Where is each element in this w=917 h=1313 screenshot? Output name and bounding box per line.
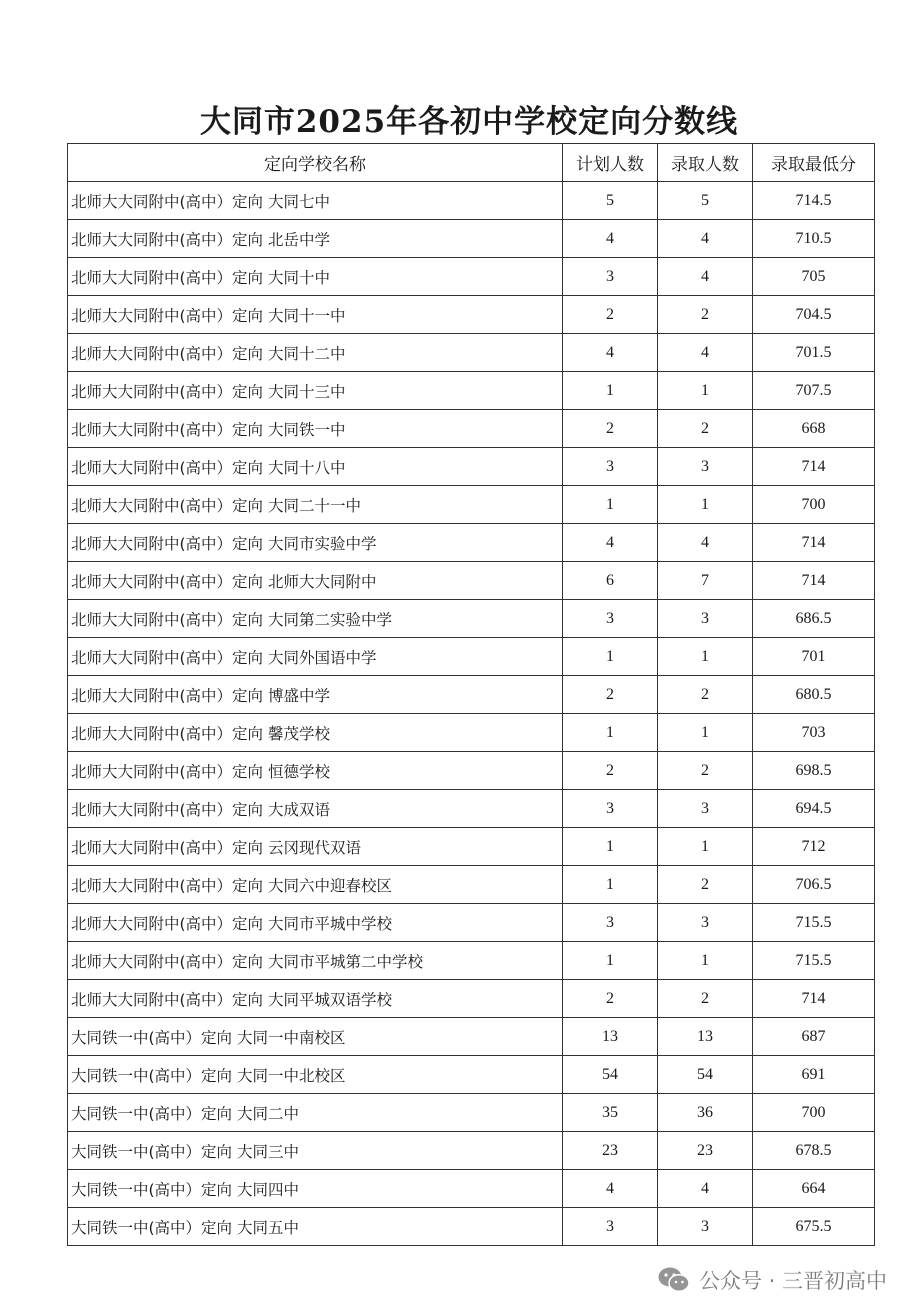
min-score-cell: 698.5 (753, 752, 875, 790)
plan-count-cell: 1 (563, 942, 658, 980)
school-cell: 北师大大同附中(高中）定向 大同第二实验中学 (68, 600, 563, 638)
table-row (68, 638, 875, 676)
table-row (68, 448, 875, 486)
min-score-cell: 715.5 (753, 942, 875, 980)
page-title: 大同市2025年各初中学校定向分数线 (199, 104, 739, 140)
school-cell: 北师大大同附中(高中）定向 大同二十一中 (68, 486, 563, 524)
table-header-row (68, 144, 875, 182)
header-min-score: 录取最低分 (753, 144, 875, 182)
score-table (67, 143, 875, 1246)
school-cell: 大同铁一中(高中）定向 大同二中 (68, 1094, 563, 1132)
admitted-count-cell: 3 (658, 904, 753, 942)
admitted-count-cell: 4 (658, 1170, 753, 1208)
school-cell: 北师大大同附中(高中）定向 博盛中学 (68, 676, 563, 714)
school-cell: 北师大大同附中(高中）定向 大同十三中 (68, 372, 563, 410)
min-score-cell: 691 (753, 1056, 875, 1094)
min-score-cell: 701 (753, 638, 875, 676)
table-row (68, 980, 875, 1018)
table-row (68, 1094, 875, 1132)
table-row (68, 790, 875, 828)
min-score-cell: 668 (753, 410, 875, 448)
school-cell: 北师大大同附中(高中）定向 大同六中迎春校区 (68, 866, 563, 904)
admitted-count-cell: 2 (658, 410, 753, 448)
plan-count-cell: 3 (563, 448, 658, 486)
min-score-cell: 680.5 (753, 676, 875, 714)
plan-count-cell: 4 (563, 524, 658, 562)
admitted-count-cell: 2 (658, 752, 753, 790)
table-body (68, 182, 875, 1246)
plan-count-cell: 23 (563, 1132, 658, 1170)
plan-count-cell: 4 (563, 1170, 658, 1208)
min-score-cell: 707.5 (753, 372, 875, 410)
min-score-cell: 701.5 (753, 334, 875, 372)
min-score-cell: 687 (753, 1018, 875, 1056)
plan-count-cell: 54 (563, 1056, 658, 1094)
admitted-count-cell: 4 (658, 524, 753, 562)
school-cell: 北师大大同附中(高中）定向 大同平城双语学校 (68, 980, 563, 1018)
plan-count-cell: 2 (563, 676, 658, 714)
table-row (68, 562, 875, 600)
plan-count-cell: 1 (563, 866, 658, 904)
table-row (68, 904, 875, 942)
admitted-count-cell: 1 (658, 828, 753, 866)
plan-count-cell: 13 (563, 1018, 658, 1056)
admitted-count-cell: 2 (658, 980, 753, 1018)
wechat-icon (657, 1266, 691, 1294)
school-cell: 北师大大同附中(高中）定向 大同市平城第二中学校 (68, 942, 563, 980)
school-cell: 北师大大同附中(高中）定向 大同市平城中学校 (68, 904, 563, 942)
school-cell: 大同铁一中(高中）定向 大同三中 (68, 1132, 563, 1170)
table-row (68, 334, 875, 372)
school-cell: 大同铁一中(高中）定向 大同一中北校区 (68, 1056, 563, 1094)
min-score-cell: 715.5 (753, 904, 875, 942)
min-score-cell: 675.5 (753, 1208, 875, 1246)
watermark-text: 公众号 · 三晋初高中 (698, 1269, 887, 1293)
table-row (68, 1018, 875, 1056)
admitted-count-cell: 3 (658, 448, 753, 486)
school-cell: 北师大大同附中(高中）定向 大同十中 (68, 258, 563, 296)
plan-count-cell: 1 (563, 372, 658, 410)
plan-count-cell: 2 (563, 980, 658, 1018)
min-score-cell: 714 (753, 980, 875, 1018)
table-row (68, 714, 875, 752)
plan-count-cell: 4 (563, 220, 658, 258)
min-score-cell: 712 (753, 828, 875, 866)
table-row (68, 486, 875, 524)
min-score-cell: 664 (753, 1170, 875, 1208)
table-row (68, 676, 875, 714)
table-row (68, 296, 875, 334)
school-cell: 北师大大同附中(高中）定向 大同市实验中学 (68, 524, 563, 562)
admitted-count-cell: 23 (658, 1132, 753, 1170)
plan-count-cell: 2 (563, 752, 658, 790)
table-row (68, 828, 875, 866)
plan-count-cell: 3 (563, 1208, 658, 1246)
header-school: 定向学校名称 (68, 144, 563, 182)
school-cell: 大同铁一中(高中）定向 大同四中 (68, 1170, 563, 1208)
min-score-cell: 714 (753, 562, 875, 600)
school-cell: 北师大大同附中(高中）定向 大成双语 (68, 790, 563, 828)
admitted-count-cell: 7 (658, 562, 753, 600)
min-score-cell: 714 (753, 448, 875, 486)
school-cell: 大同铁一中(高中）定向 大同一中南校区 (68, 1018, 563, 1056)
plan-count-cell: 35 (563, 1094, 658, 1132)
plan-count-cell: 2 (563, 410, 658, 448)
watermark (657, 1265, 887, 1295)
table-row (68, 752, 875, 790)
min-score-cell: 714.5 (753, 182, 875, 220)
plan-count-cell: 5 (563, 182, 658, 220)
school-cell: 北师大大同附中(高中）定向 大同铁一中 (68, 410, 563, 448)
school-cell: 大同铁一中(高中）定向 大同五中 (68, 1208, 563, 1246)
table-row (68, 182, 875, 220)
plan-count-cell: 1 (563, 714, 658, 752)
header-admitted: 录取人数 (658, 144, 753, 182)
school-cell: 北师大大同附中(高中）定向 馨茂学校 (68, 714, 563, 752)
min-score-cell: 704.5 (753, 296, 875, 334)
min-score-cell: 686.5 (753, 600, 875, 638)
table-row (68, 1208, 875, 1246)
admitted-count-cell: 4 (658, 258, 753, 296)
table-row (68, 1132, 875, 1170)
plan-count-cell: 3 (563, 258, 658, 296)
admitted-count-cell: 13 (658, 1018, 753, 1056)
table-row (68, 410, 875, 448)
admitted-count-cell: 5 (658, 182, 753, 220)
min-score-cell: 678.5 (753, 1132, 875, 1170)
school-cell: 北师大大同附中(高中）定向 大同外国语中学 (68, 638, 563, 676)
table-row (68, 372, 875, 410)
plan-count-cell: 3 (563, 600, 658, 638)
school-cell: 北师大大同附中(高中）定向 云冈现代双语 (68, 828, 563, 866)
table-row (68, 1170, 875, 1208)
admitted-count-cell: 3 (658, 790, 753, 828)
min-score-cell: 700 (753, 1094, 875, 1132)
admitted-count-cell: 54 (658, 1056, 753, 1094)
min-score-cell: 706.5 (753, 866, 875, 904)
plan-count-cell: 1 (563, 828, 658, 866)
min-score-cell: 694.5 (753, 790, 875, 828)
plan-count-cell: 1 (563, 486, 658, 524)
table-row (68, 1056, 875, 1094)
school-cell: 北师大大同附中(高中）定向 大同十二中 (68, 334, 563, 372)
table-row (68, 258, 875, 296)
min-score-cell: 710.5 (753, 220, 875, 258)
table-row (68, 942, 875, 980)
plan-count-cell: 4 (563, 334, 658, 372)
admitted-count-cell: 2 (658, 866, 753, 904)
plan-count-cell: 2 (563, 296, 658, 334)
admitted-count-cell: 1 (658, 714, 753, 752)
header-plan: 计划人数 (563, 144, 658, 182)
min-score-cell: 705 (753, 258, 875, 296)
table-row (68, 600, 875, 638)
admitted-count-cell: 2 (658, 676, 753, 714)
plan-count-cell: 3 (563, 790, 658, 828)
table-row (68, 866, 875, 904)
school-cell: 北师大大同附中(高中）定向 大同七中 (68, 182, 563, 220)
school-cell: 北师大大同附中(高中）定向 大同十八中 (68, 448, 563, 486)
min-score-cell: 714 (753, 524, 875, 562)
plan-count-cell: 1 (563, 638, 658, 676)
admitted-count-cell: 1 (658, 486, 753, 524)
table-row (68, 220, 875, 258)
min-score-cell: 703 (753, 714, 875, 752)
plan-count-cell: 3 (563, 904, 658, 942)
min-score-cell: 700 (753, 486, 875, 524)
admitted-count-cell: 4 (658, 220, 753, 258)
admitted-count-cell: 1 (658, 942, 753, 980)
admitted-count-cell: 3 (658, 1208, 753, 1246)
plan-count-cell: 6 (563, 562, 658, 600)
admitted-count-cell: 4 (658, 334, 753, 372)
school-cell: 北师大大同附中(高中）定向 恒德学校 (68, 752, 563, 790)
school-cell: 北师大大同附中(高中）定向 大同十一中 (68, 296, 563, 334)
admitted-count-cell: 1 (658, 372, 753, 410)
admitted-count-cell: 2 (658, 296, 753, 334)
school-cell: 北师大大同附中(高中）定向 北师大大同附中 (68, 562, 563, 600)
table-row (68, 524, 875, 562)
admitted-count-cell: 1 (658, 638, 753, 676)
school-cell: 北师大大同附中(高中）定向 北岳中学 (68, 220, 563, 258)
admitted-count-cell: 36 (658, 1094, 753, 1132)
admitted-count-cell: 3 (658, 600, 753, 638)
